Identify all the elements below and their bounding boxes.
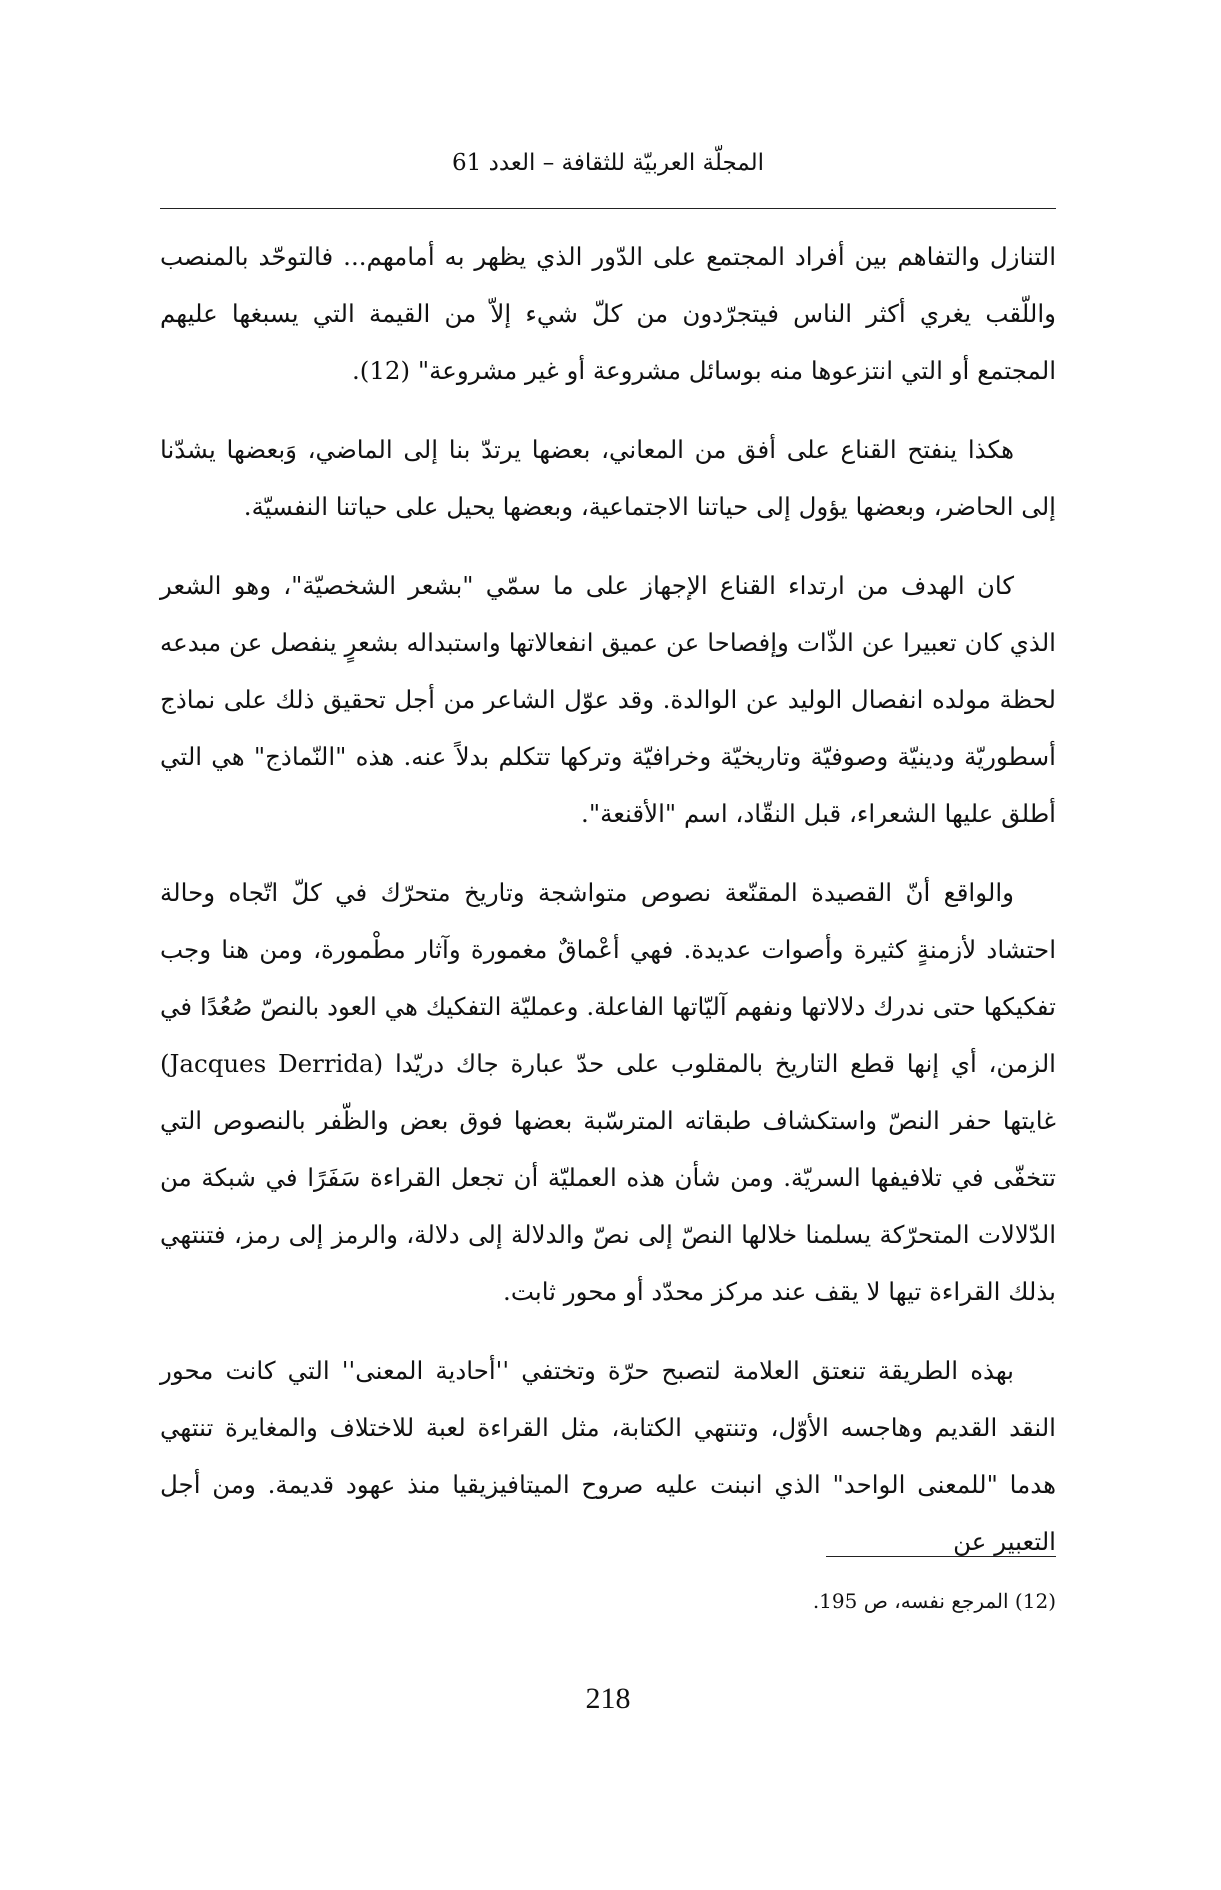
- body-text: [160, 228, 1056, 1592]
- footnote-rule: [826, 1556, 1056, 1557]
- paragraph-4: والواقع أنّ القصيدة المقنّعة نصوص متواشجة وتاريخ متحرّك في كلّ اتّجاه وحالة احتشاد لأزمنةٍ كثيرة وأصوات عديدة. فهي أعْماقٌ مغمورة وآثار مطْمورة، ومن هنا وجب تفكيكها حتى ندرك دلالاتها ونفهم آليّاتها الفاعلة. وعمليّة التفكيك هي العود بالنصّ صُعُدًا في الزمن، أي إنها قطع التاريخ بالمقلوب على حدّ عبارة جاك دريّدا (Jacques Derrida) غايتها حفر النصّ واستكشاف طبقاته المترسّبة بعضها فوق بعض والظّفر بالنصوص التي تتخفّى في تلافيفها السريّة. ومن شأن هذه العمليّة أن تجعل القراءة سَفَرًا في شبكة من الدّلالات المتحرّكة يسلمنا خلالها النصّ إلى نصّ والدلالة إلى دلالة، والرمز إلى رمز، فتنتهي بذلك القراءة تيها لا يقف عند مركز محدّد أو محور ثابت.: [160, 878, 1056, 1306]
- footnote: (12) المرجع نفسه، ص 195.: [812, 1589, 1056, 1613]
- running-header: المجلّة العربيّة للثقافة – العدد 61: [451, 150, 765, 176]
- paragraph-1: التنازل والتفاهم بين أفراد المجتمع على الدّور الذي يظهر به أمامهم... فالتوحّد بالمنصب واللّقب يغري أكثر الناس فيتجرّدون من كلّ شيء إلاّ من القيمة التي يسبغها عليهم المجتمع أو التي انتزعوها منه بوسائل مشروعة أو غير مشروعة" (12).: [160, 242, 1056, 385]
- page-number: 218: [585, 1682, 631, 1715]
- paragraph-5: بهذه الطريقة تنعتق العلامة لتصبح حرّة وتختفي ''أحادية المعنى'' التي كانت محور النقد القديم وهاجسه الأوّل، وتنتهي الكتابة، مثل القراءة لعبة للاختلاف والمغايرة تنتهي هدما "للمعنى الواحد" الذي انبنت عليه صروح الميتافيزيقيا منذ عهود قديمة. ومن أجل التعبير عن: [160, 1356, 1056, 1556]
- paragraph-2: هكذا ينفتح القناع على أفق من المعاني، بعضها يرتدّ بنا إلى الماضي، وَبعضها يشدّنا إلى الحاضر، وبعضها يؤول إلى حياتنا الاجتماعية، وبعضها يحيل على حياتنا النفسيّة.: [160, 435, 1056, 521]
- paragraph-3: كان الهدف من ارتداء القناع الإجهاز على ما سمّي "بشعر الشخصيّة"، وهو الشعر الذي كان تعبيرا عن الذّات وإفصاحا عن عميق انفعالاتها واستبداله بشعرٍ ينفصل عن مبدعه لحظة مولده انفصال الوليد عن الوالدة. وقد عوّل الشاعر من أجل تحقيق ذلك على نماذج أسطوريّة ودينيّة وصوفيّة وتاريخيّة وخرافيّة وتركها تتكلم بدلاً عنه. هذه "النّماذج" هي التي أطلق عليها الشعراء، قبل النقّاد، اسم "الأقنعة".: [160, 571, 1056, 828]
- header-rule: [160, 208, 1056, 209]
